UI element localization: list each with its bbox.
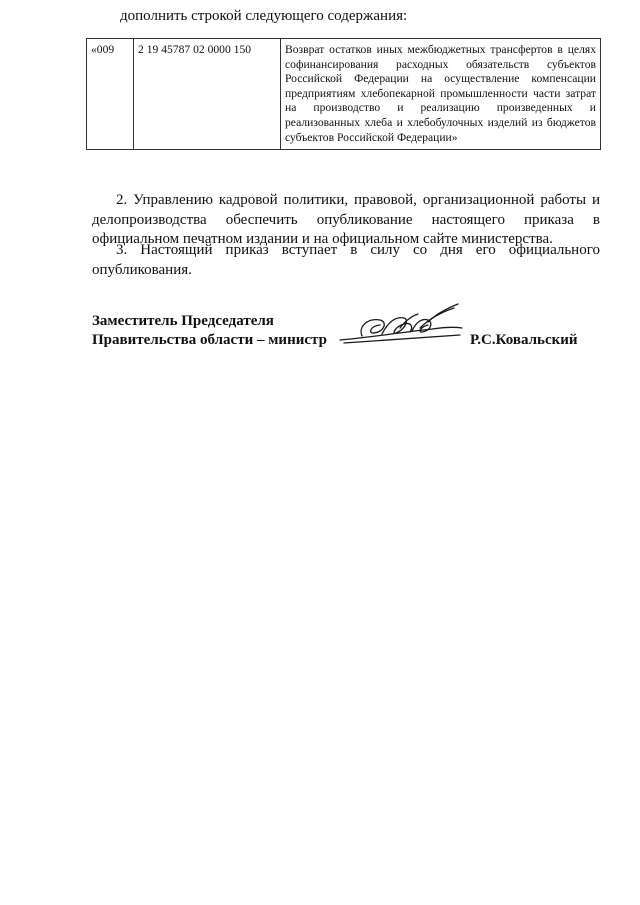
table-cell-description: Возврат остатков иных межбюджетных трансфертов в целях софинансирования расходных обязательств субъектов Российской Федерации на осуществление компенсации предприятиям хлебопекарной промышленности части затрат на производство и реализацию произведенных и реализованных хлеба и хлебобулочных изделий из бюджетов субъектов Российской Федерации» bbox=[281, 39, 601, 150]
paragraph-2: 2. Управлению кадровой политики, правовой, организационной работы и делопроизводства обеспечить опубликование настоящего приказа в официальном печатном издании и на официальном сайте министерства. bbox=[92, 192, 600, 247]
signatory-title-line-1: Заместитель Председателя bbox=[92, 313, 274, 329]
signatory-title-line-2: Правительства области – министр bbox=[92, 332, 327, 348]
intro-text: дополнить строкой следующего содержания: bbox=[120, 8, 408, 24]
handwritten-signature bbox=[336, 300, 466, 350]
table-cell-kbk: 2 19 45787 02 0000 150 bbox=[134, 39, 281, 150]
paragraph-3: 3. Настоящий приказ вступает в силу со дня его официального опубликования. bbox=[92, 242, 600, 278]
signatory-name: Р.С.Ковальский bbox=[470, 332, 578, 348]
budget-code-table bbox=[86, 38, 601, 150]
table-row bbox=[87, 39, 601, 150]
table-cell-code: «009 bbox=[87, 39, 134, 150]
signatory-title bbox=[92, 312, 327, 350]
